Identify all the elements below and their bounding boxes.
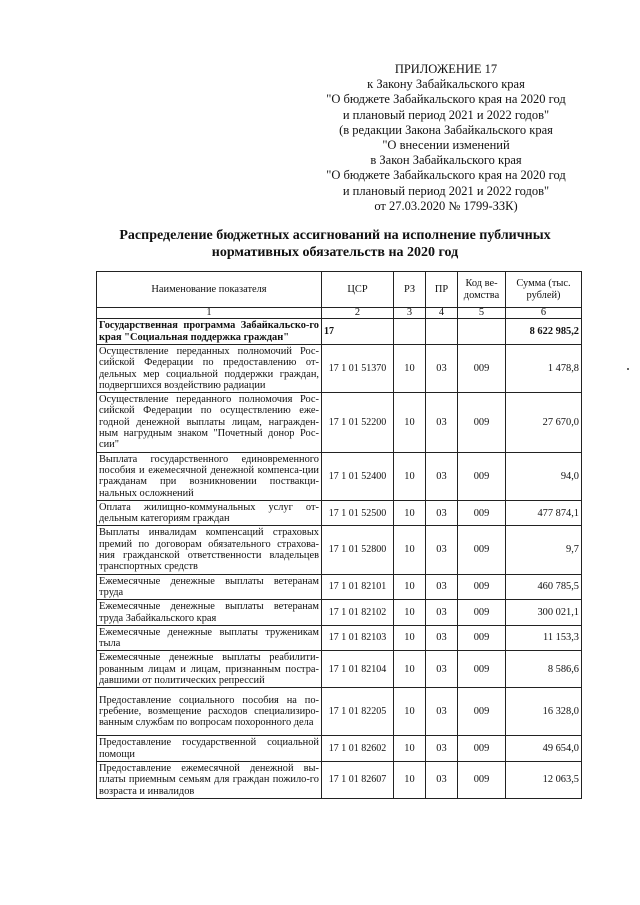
header-rz: РЗ <box>394 272 426 308</box>
row-sum: 8 586,6 <box>506 651 582 688</box>
row-name: Осуществление переданного полномочия Рос-сийской Федерации по осуществлению еже-годной денежной выплаты лицам, награжден-ным нагрудным знаком "Почетный донор Рос-сии" <box>97 393 322 452</box>
row-rz: 10 <box>394 651 426 688</box>
row-sum: 49 654,0 <box>506 736 582 762</box>
column-number: 6 <box>506 308 582 319</box>
row-pr: 03 <box>426 761 458 798</box>
row-rz: 10 <box>394 500 426 526</box>
document-title <box>95 227 575 261</box>
header-name: Наименование показателя <box>97 272 322 308</box>
column-number-row <box>97 308 582 319</box>
row-csr: 17 1 01 52400 <box>322 452 394 500</box>
row-sum: 11 153,3 <box>506 625 582 651</box>
row-rz: 10 <box>394 625 426 651</box>
row-sum: 300 021,1 <box>506 600 582 626</box>
table-row <box>97 500 582 526</box>
row-dept: 009 <box>458 651 506 688</box>
row-rz: 10 <box>394 736 426 762</box>
table-row <box>97 651 582 688</box>
table-row <box>97 319 582 345</box>
scan-mark <box>627 368 629 370</box>
row-csr: 17 <box>322 319 394 345</box>
row-rz: 10 <box>394 574 426 600</box>
row-rz: 10 <box>394 688 426 736</box>
row-name: Ежемесячные денежные выплаты ветеранам труда Забайкальского края <box>97 600 322 626</box>
header-pr: ПР <box>426 272 458 308</box>
row-sum: 9,7 <box>506 526 582 574</box>
row-sum: 16 328,0 <box>506 688 582 736</box>
row-csr: 17 1 01 82602 <box>322 736 394 762</box>
row-csr: 17 1 01 82205 <box>322 688 394 736</box>
row-pr: 03 <box>426 688 458 736</box>
row-dept: 009 <box>458 452 506 500</box>
appendix-line: и плановый период 2021 и 2022 годов" <box>342 183 550 198</box>
row-csr: 17 1 01 82104 <box>322 651 394 688</box>
row-dept: 009 <box>458 688 506 736</box>
row-pr: 03 <box>426 736 458 762</box>
table-row <box>97 736 582 762</box>
row-rz: 10 <box>394 600 426 626</box>
table-row <box>97 345 582 393</box>
appendix-line: в Закон Забайкальского края <box>370 153 522 168</box>
row-sum: 94,0 <box>506 452 582 500</box>
row-name: Осуществление переданных полномочий Рос-сийской Федерации по предоставлению от-дельных мер социальной поддержки граждан, подвергшихся воздействию радиации <box>97 345 322 393</box>
appendix-line: и плановый период 2021 и 2022 годов" <box>342 107 550 122</box>
row-rz: 10 <box>394 393 426 452</box>
table-row <box>97 625 582 651</box>
row-dept: 009 <box>458 625 506 651</box>
appendix-line: "О бюджете Забайкальского края на 2020 год <box>326 168 566 183</box>
row-csr: 17 1 01 82607 <box>322 761 394 798</box>
row-pr <box>426 319 458 345</box>
row-pr: 03 <box>426 452 458 500</box>
row-rz <box>394 319 426 345</box>
row-pr: 03 <box>426 600 458 626</box>
header-dept: Код ве-домства <box>458 272 506 308</box>
appendix-line: ПРИЛОЖЕНИЕ 17 <box>394 62 498 76</box>
row-pr: 03 <box>426 500 458 526</box>
appendix-line: от 27.03.2020 № 1799-ЗЗК) <box>374 198 518 213</box>
row-pr: 03 <box>426 625 458 651</box>
table-row <box>97 600 582 626</box>
row-dept: 009 <box>458 600 506 626</box>
row-sum: 477 874,1 <box>506 500 582 526</box>
appendix-line: "О внесении изменений <box>382 138 510 153</box>
row-name: Предоставление ежемесячной денежной вы-платы приемным семьям для граждан пожило-го возраста и инвалидов <box>97 761 322 798</box>
row-dept: 009 <box>458 526 506 574</box>
row-dept: 009 <box>458 574 506 600</box>
row-rz: 10 <box>394 452 426 500</box>
appendix-header <box>296 62 596 214</box>
row-csr: 17 1 01 51370 <box>322 345 394 393</box>
row-name: Ежемесячные денежные выплаты реабилити-рованным лицам и лицам, признанным постра-давшими от политических репрессий <box>97 651 322 688</box>
table-row <box>97 688 582 736</box>
budget-table <box>96 271 582 799</box>
row-sum: 27 670,0 <box>506 393 582 452</box>
row-rz: 10 <box>394 526 426 574</box>
row-sum: 12 063,5 <box>506 761 582 798</box>
row-name: Ежемесячные денежные выплаты труженикам тыла <box>97 625 322 651</box>
table-row <box>97 452 582 500</box>
table-row <box>97 393 582 452</box>
column-number: 3 <box>394 308 426 319</box>
row-dept: 009 <box>458 761 506 798</box>
row-dept: 009 <box>458 393 506 452</box>
row-pr: 03 <box>426 574 458 600</box>
row-sum: 460 785,5 <box>506 574 582 600</box>
column-number: 4 <box>426 308 458 319</box>
row-csr: 17 1 01 52800 <box>322 526 394 574</box>
row-pr: 03 <box>426 393 458 452</box>
column-number: 2 <box>322 308 394 319</box>
row-sum: 8 622 985,2 <box>506 319 582 345</box>
row-dept: 009 <box>458 736 506 762</box>
table-row <box>97 574 582 600</box>
title-line-2: нормативных обязательств на 2020 год <box>211 245 459 260</box>
table-row <box>97 526 582 574</box>
table-header-row <box>97 272 582 308</box>
row-rz: 10 <box>394 345 426 393</box>
row-name: Выплата государственного единовременного пособия и ежемесячной денежной компенса-ции гражданам при возникновении поствакци-нальных осложнений <box>97 452 322 500</box>
column-number: 1 <box>97 308 322 319</box>
appendix-line: (в редакции Закона Забайкальского края <box>339 122 553 137</box>
row-csr: 17 1 01 82101 <box>322 574 394 600</box>
row-name: Оплата жилищно-коммунальных услуг от-дельным категориям граждан <box>97 500 322 526</box>
row-dept: 009 <box>458 500 506 526</box>
header-csr: ЦСР <box>322 272 394 308</box>
row-pr: 03 <box>426 345 458 393</box>
row-csr: 17 1 01 52200 <box>322 393 394 452</box>
row-dept <box>458 319 506 345</box>
appendix-line: "О бюджете Забайкальского края на 2020 год <box>326 92 566 107</box>
row-name: Предоставление государственной социальной помощи <box>97 736 322 762</box>
row-name: Предоставление социального пособия на по-гребение, возмещение расходов специализиро-ванным службам по вопросам похоронного дела <box>97 688 322 736</box>
title-line-1: Распределение бюджетных ассигнований на исполнение публичных <box>119 228 551 243</box>
appendix-line: к Закону Забайкальского края <box>367 77 525 92</box>
row-name: Государственная программа Забайкальско-го края "Социальная поддержка граждан" <box>97 319 322 345</box>
row-sum: 1 478,8 <box>506 345 582 393</box>
column-number: 5 <box>458 308 506 319</box>
row-name: Выплаты инвалидам компенсаций страховых премий по договорам обязательного страхова-ния гражданской ответственности владельцев транспортных средств <box>97 526 322 574</box>
row-csr: 17 1 01 82102 <box>322 600 394 626</box>
row-pr: 03 <box>426 526 458 574</box>
row-name: Ежемесячные денежные выплаты ветеранам труда <box>97 574 322 600</box>
row-csr: 17 1 01 82103 <box>322 625 394 651</box>
table-row <box>97 761 582 798</box>
row-csr: 17 1 01 52500 <box>322 500 394 526</box>
row-pr: 03 <box>426 651 458 688</box>
row-dept: 009 <box>458 345 506 393</box>
header-sum: Сумма (тыс. рублей) <box>506 272 582 308</box>
row-rz: 10 <box>394 761 426 798</box>
